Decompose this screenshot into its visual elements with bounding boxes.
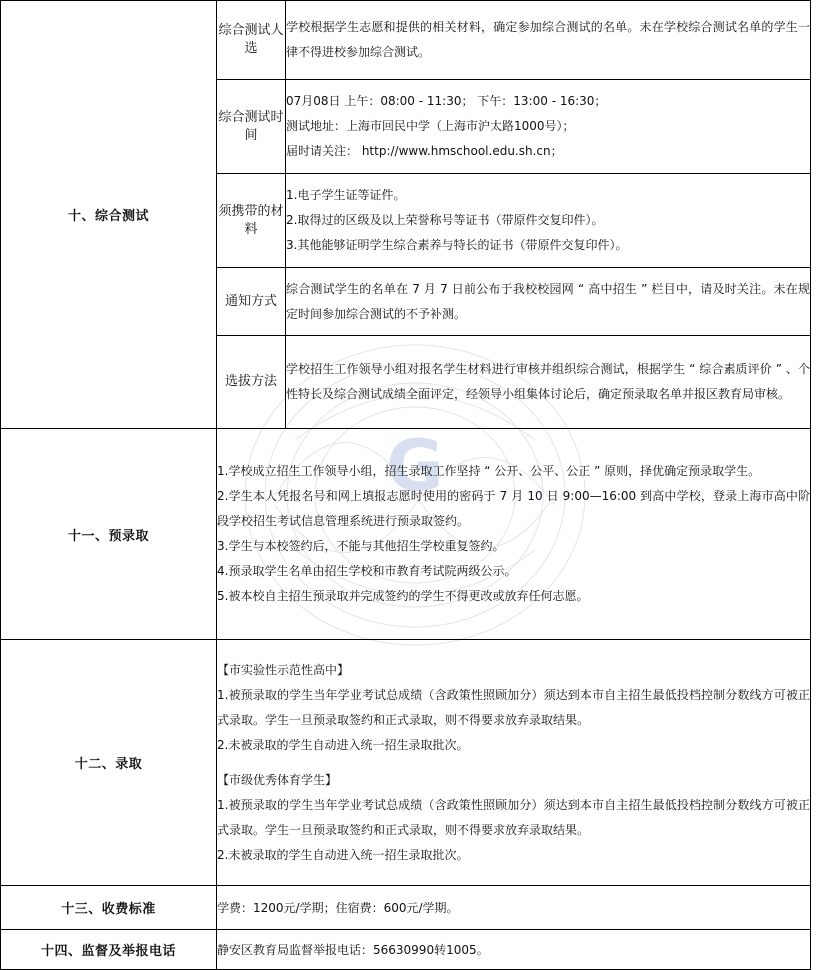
table-row [1, 640, 811, 886]
table-row [1, 429, 811, 640]
row-content-test-time [286, 80, 811, 174]
section-content-supervision-hotline: 静安区教育局监督举报电话：56630990转1005。 [217, 930, 811, 970]
row-content-notification [286, 268, 811, 336]
content-line: 07月08日 上午：08:00 - 11:30； 下午：13:00 - 16:30； [286, 94, 607, 108]
content-line: 测试地址：上海市回民中学（上海市沪太路1000号）； [286, 119, 575, 133]
content-line: 4.预录取学生名单由招生学校和市教育考试院两级公示。 [217, 564, 517, 578]
content-line: 综合测试学生的名单在 7 月 7 日前公布于我校校园网 “ 高中招生 ” 栏目中，请及时关注。未在规定时间参加综合测试的不予补测。 [286, 281, 810, 321]
content-line: 1.电子学生证等证件。 [286, 188, 406, 202]
content-line: 1.被预录取的学生当年学业考试总成绩（含政策性照顾加分）须达到本市自主招生最低投档控制分数线方可被正式录取。学生一旦预录取签约和正式录取，则不得要求放弃录取结果。 [217, 797, 810, 837]
row-content-materials [286, 174, 811, 268]
content-line: 届时请关注： http://www.hmschool.edu.sh.cn； [286, 144, 563, 158]
content-line: 学校招生工作领导小组对报名学生材料进行审核并组织综合测试，根据学生 “ 综合素质评价 ” 、个性特长及综合测试成绩全面评定，经领导小组集体讨论后，确定预录取名单并报区教育局审核。 [286, 362, 810, 401]
content-line: 2.未被录取的学生自动进入统一招生录取批次。 [217, 847, 469, 862]
content-line: 2.取得过的区级及以上荣誉称号等证书（带原件交复印件）。 [286, 213, 604, 227]
content-line: 3.其他能够证明学生综合素养与特长的证书（带原件交复印件）。 [286, 238, 628, 252]
section-title-supervision-hotline: 十四、监督及举报电话 [1, 930, 217, 970]
row-content-test-candidates [286, 1, 811, 80]
content-line: 5.被本校自主招生预录取并完成签约的学生不得更改或放弃任何志愿。 [217, 589, 589, 603]
group-heading: 【市实验性示范性高中】 [217, 662, 350, 677]
row-label-test-time: 综合测试时间 [217, 80, 286, 174]
row-label-selection-method: 选拔方法 [217, 336, 286, 429]
row-label-notification: 通知方式 [217, 268, 286, 336]
row-content-selection-method [286, 336, 811, 429]
table-row [1, 930, 811, 970]
section-title-comprehensive-test: 十、综合测试 [1, 1, 217, 429]
content-line: 1.学校成立招生工作领导小组，招生录取工作坚持 “ 公开、公平、公正 ” 原则，择优确定预录取学生。 [217, 464, 761, 478]
svg-text:G: G [386, 425, 444, 507]
section-content-pre-admission [217, 429, 811, 640]
row-label-materials: 须携带的材料 [217, 174, 286, 268]
section-title-pre-admission: 十一、预录取 [1, 429, 217, 640]
section-content-fees: 学费：1200元/学期；住宿费：600元/学期。 [217, 886, 811, 930]
content-line: 3.学生与本校签约后，不能与其他招生学校重复签约。 [217, 539, 505, 553]
content-line: 2.未被录取的学生自动进入统一招生录取批次。 [217, 737, 469, 752]
table-row [1, 1, 811, 80]
content-line: 2.学生本人凭报名号和网上填报志愿时使用的密码于 7 月 10 日 9:00—16:00 到高中学校，登录上海市高中阶段学校招生考试信息管理系统进行预录取签约。 [217, 489, 810, 528]
content-line: 学校根据学生志愿和提供的相关材料，确定参加综合测试的名单。未在学校综合测试名单的学生一律不得进校参加综合测试。 [286, 20, 810, 59]
row-label-test-candidates: 综合测试人选 [217, 1, 286, 80]
content-line: 1.被预录取的学生当年学业考试总成绩（含政策性照顾加分）须达到本市自主招生最低投档控制分数线方可被正式录取。学生一旦预录取签约和正式录取，则不得要求放弃录取结果。 [217, 687, 810, 727]
section-title-admission: 十二、录取 [1, 640, 217, 886]
spacer [217, 758, 810, 768]
section-content-admission [217, 640, 811, 886]
section-title-fees: 十三、收费标准 [1, 886, 217, 930]
group-heading: 【市级优秀体育学生】 [217, 772, 338, 787]
table-row [1, 886, 811, 930]
